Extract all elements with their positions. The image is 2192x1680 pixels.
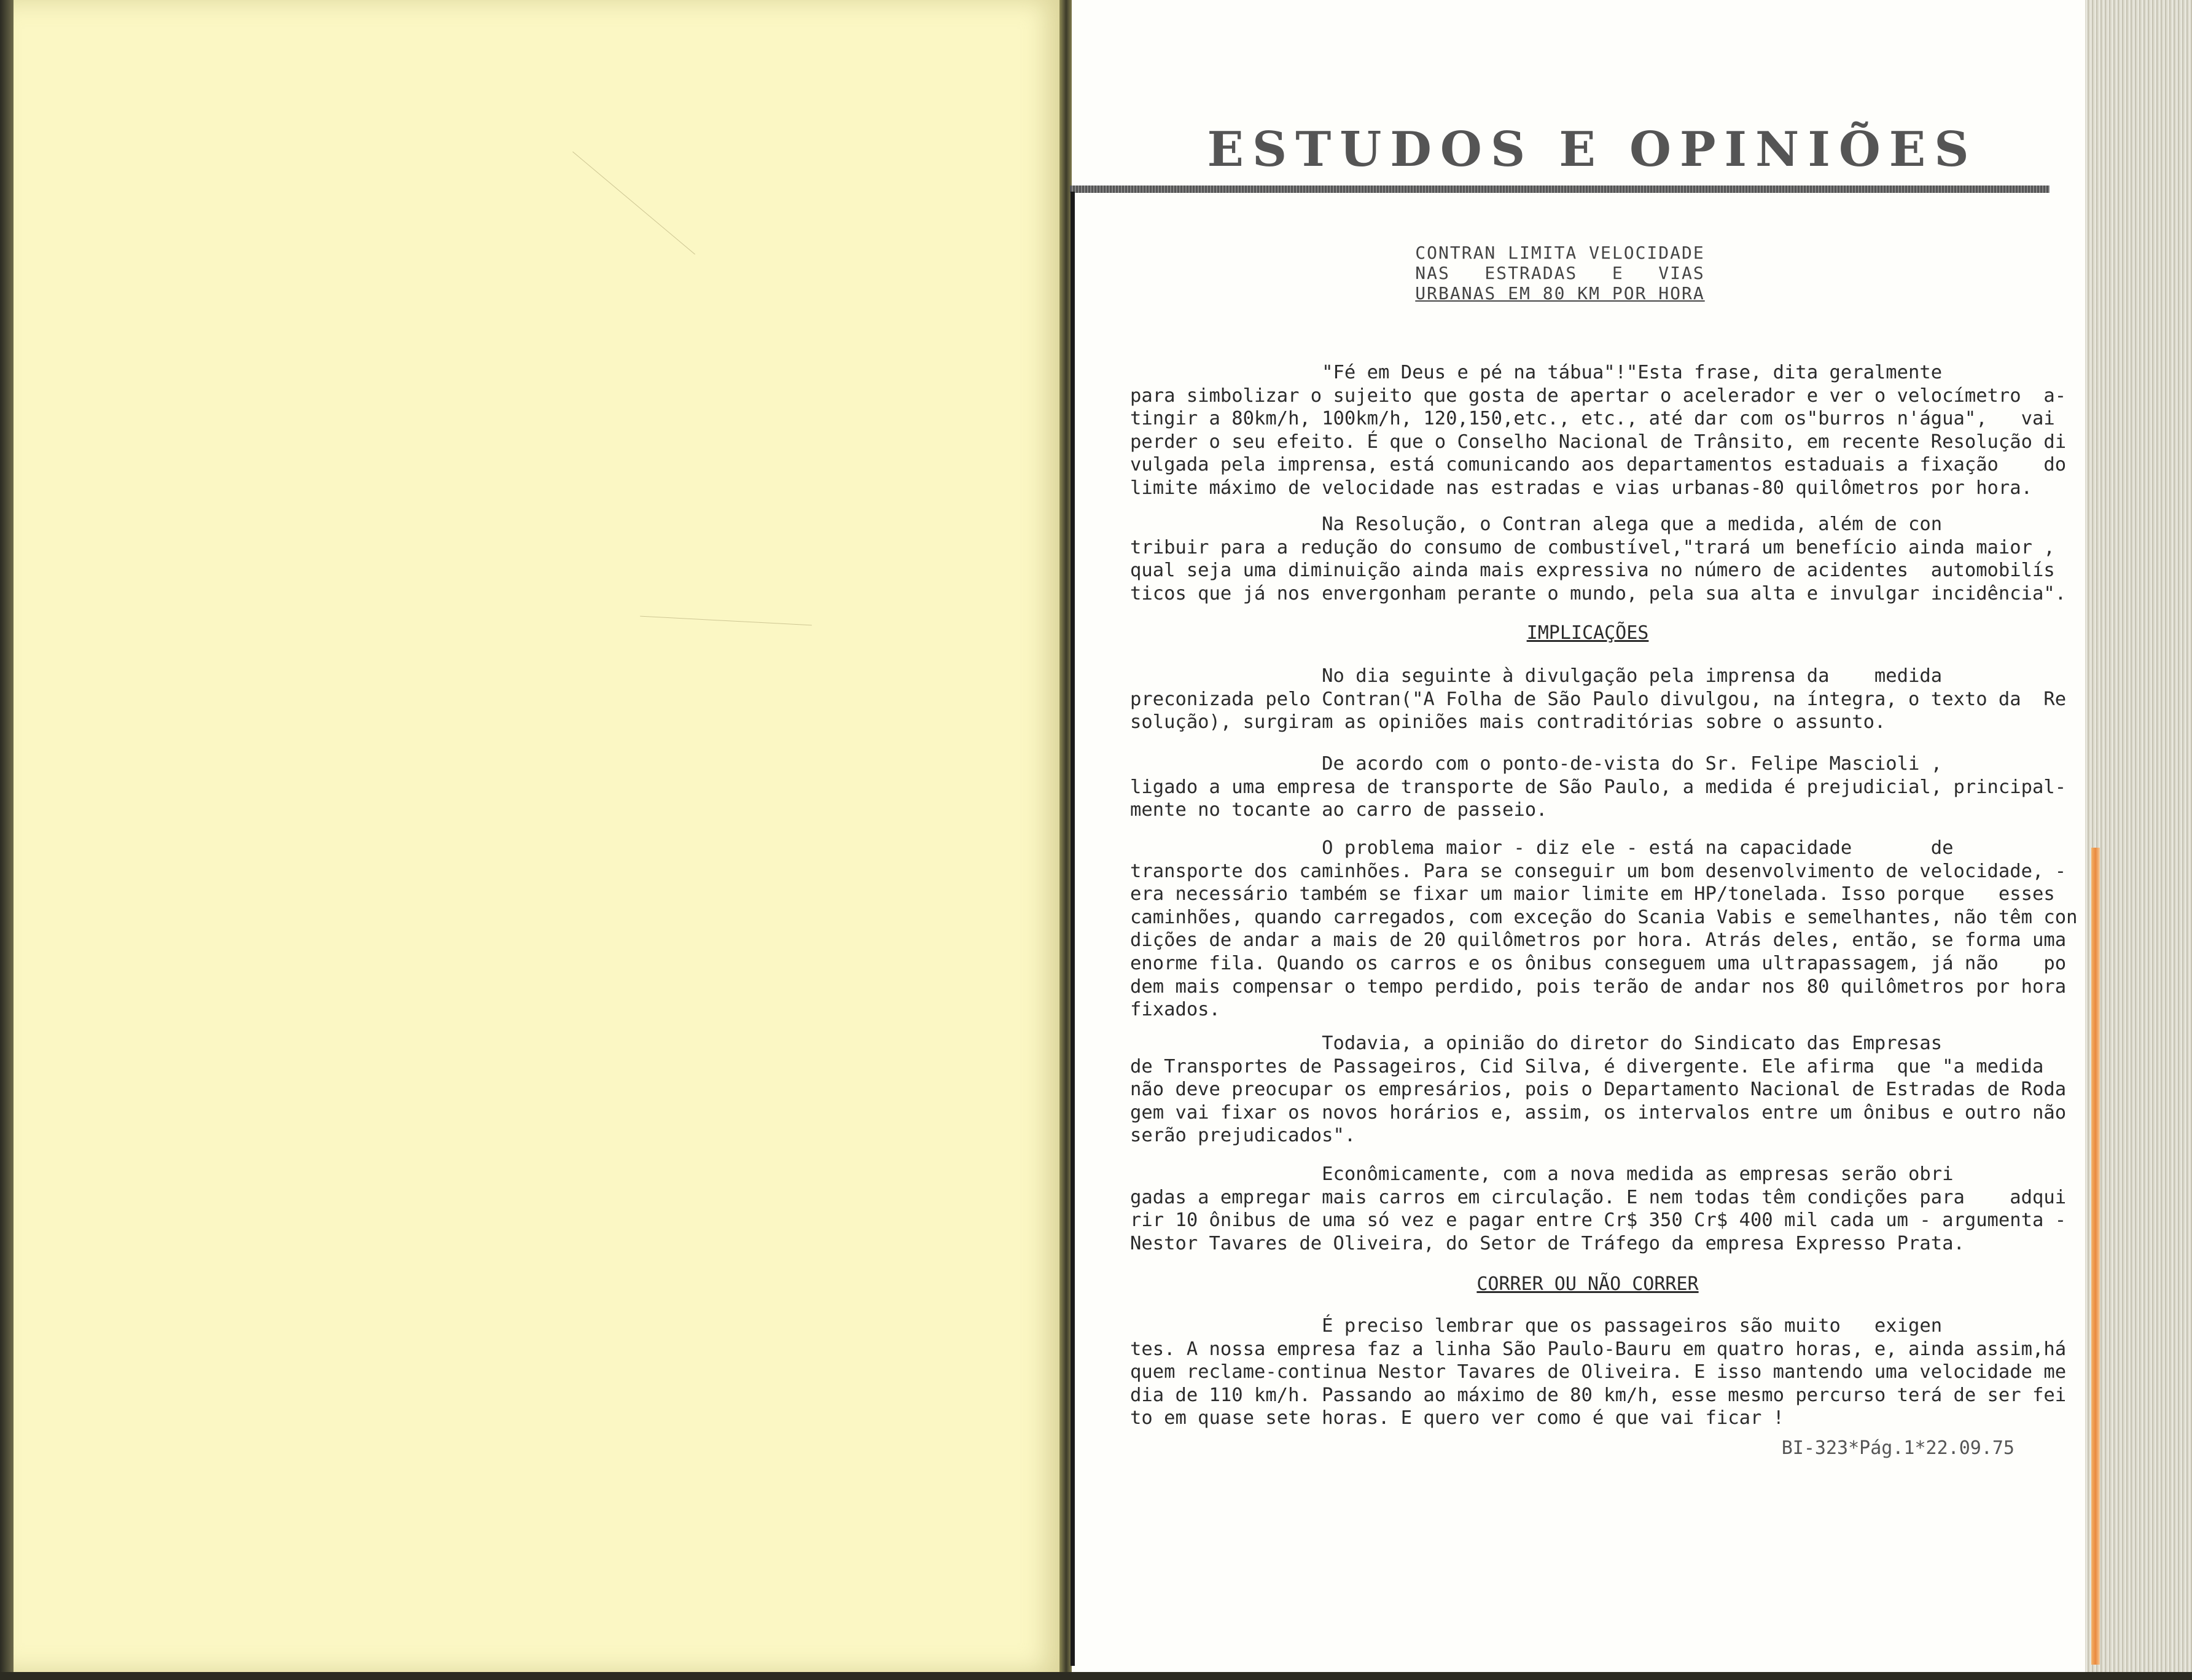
paragraph-8 bbox=[1130, 1315, 2067, 1430]
text-line: era necessário também se fixar um maior limite em HP/tonelada. Isso porque esses bbox=[1130, 883, 2055, 905]
text-line: não deve preocupar os empresários, pois o Departamento Nacional de Estradas de Roda bbox=[1130, 1079, 2067, 1101]
text-line: qual seja uma diminuição ainda mais expressiva no número de acidentes automobilís bbox=[1130, 560, 2055, 582]
colored-page-edge bbox=[2091, 848, 2100, 1665]
header-rule bbox=[1070, 186, 2050, 193]
paragraph-2 bbox=[1130, 513, 2067, 605]
text-line: dia de 110 km/h. Passando ao máximo de 80 km/h, esse mesmo percurso terá de ser fei bbox=[1130, 1384, 2067, 1406]
text-line: tingir a 80km/h, 100km/h, 120,150,etc., etc., até dar com os"burros n'água", vai bbox=[1130, 408, 2055, 430]
text-line: enorme fila. Quando os carros e os ônibus conseguem uma ultrapassagem, já não po bbox=[1130, 952, 2067, 974]
text-line: solução), surgiram as opiniões mais contraditórias sobre o assunto. bbox=[1130, 711, 1886, 733]
page-reference: BI-323*Pág.1*22.09.75 bbox=[1781, 1437, 2015, 1459]
column-rule bbox=[1071, 192, 1075, 1666]
text-line: fixados. bbox=[1130, 999, 1220, 1021]
paragraph-4 bbox=[1130, 752, 2067, 822]
text-line: No dia seguinte à divulgação pela imprensa da medida bbox=[1130, 665, 1943, 687]
subhead-implicacoes: IMPLICAÇÕES bbox=[1526, 622, 1649, 644]
text-line: dem mais compensar o tempo perdido, pois terão de andar nos 80 quilômetros por hora bbox=[1130, 975, 2067, 998]
text-line: vulgada pela imprensa, está comunicando aos departamentos estaduais a fixação do bbox=[1130, 454, 2067, 476]
text-line: Econômicamente, com a nova medida as empresas serão obri bbox=[1130, 1163, 1954, 1185]
text-line: mente no tocante ao carro de passeio. bbox=[1130, 799, 1548, 821]
text-line: De acordo com o ponto-de-vista do Sr. Felipe Mascioli , bbox=[1130, 753, 1943, 775]
paragraph-6 bbox=[1130, 1032, 2067, 1147]
paragraph-7 bbox=[1130, 1163, 2067, 1255]
text-line: gadas a empregar mais carros em circulação. E nem todas têm condições para adqui bbox=[1130, 1186, 2067, 1208]
text-line: "Fé em Deus e pé na tábua"!"Esta frase, dita geralmente bbox=[1130, 362, 1943, 383]
text-line: rir 10 ônibus de uma só vez e pagar entre Cr$ 350 Cr$ 400 mil cada um - argumenta - bbox=[1130, 1209, 2067, 1232]
text-line: Nestor Tavares de Oliveira, do Setor de Tráfego da empresa Expresso Prata. bbox=[1130, 1232, 1965, 1254]
text-line: Todavia, a opinião do diretor do Sindicato das Empresas bbox=[1130, 1033, 1943, 1054]
text-line: perder o seu efeito. É que o Conselho Nacional de Trânsito, em recente Resolução di bbox=[1130, 431, 2067, 453]
text-line: transporte dos caminhões. Para se conseguir um bom desenvolvimento de velocidade, - bbox=[1130, 860, 2067, 882]
section-title: ESTUDOS E OPINIÕES bbox=[1207, 122, 1978, 178]
text-line: limite máximo de velocidade nas estradas e vias urbanas-80 quilômetros por hora. bbox=[1130, 477, 2033, 499]
text-line: É preciso lembrar que os passageiros são muito exigen bbox=[1130, 1315, 1943, 1337]
subhead-correr: CORRER OU NÃO CORRER bbox=[1476, 1273, 1699, 1295]
page-edges bbox=[2085, 0, 2192, 1680]
text-line: quem reclame-continua Nestor Tavares de Oliveira. E isso mantendo uma velocidade me bbox=[1130, 1361, 2067, 1383]
text-line: gem vai fixar os novos horários e, assim, os intervalos entre um ônibus e outro não bbox=[1130, 1101, 2067, 1123]
text-line: O problema maior - diz ele - está na capacidade de bbox=[1130, 837, 1954, 859]
text-line: tribuir para a redução do consumo de combustível,"trará um benefício ainda maior , bbox=[1130, 536, 2055, 558]
text-line: de Transportes de Passageiros, Cid Silva, é divergente. Ele afirma que "a medida bbox=[1130, 1055, 2044, 1077]
text-line: to em quase sete horas. E quero ver como é que vai ficar ! bbox=[1130, 1407, 1785, 1429]
article-headline bbox=[1351, 243, 1769, 303]
left-blank-page bbox=[14, 0, 1065, 1672]
text-line: preconizada pelo Contran("A Folha de São Paulo divulgou, na íntegra, o texto da Re bbox=[1130, 688, 2067, 710]
page-crease-mark bbox=[572, 152, 695, 255]
text-line: Na Resolução, o Contran alega que a medida, além de con bbox=[1130, 514, 1943, 535]
text-line: tes. A nossa empresa faz a linha São Paulo-Bauru em quatro horas, e, ainda assim,há bbox=[1130, 1338, 2067, 1360]
text-line: para simbolizar o sujeito que gosta de apertar o acelerador e ver o velocímetro a- bbox=[1130, 385, 2067, 407]
text-line: ligado a uma empresa de transporte de São Paulo, a medida é prejudicial, principal- bbox=[1130, 776, 2067, 798]
text-line: ticos que já nos envergonham perante o mundo, pela sua alta e invulgar incidência". bbox=[1130, 582, 2067, 604]
paragraph-5 bbox=[1130, 837, 2078, 1022]
text-line: serão prejudicados". bbox=[1130, 1125, 1356, 1147]
page-crease-mark bbox=[640, 616, 812, 626]
paragraph-1 bbox=[1130, 361, 2067, 500]
headline-line: URBANAS EM 80 KM POR HORA bbox=[1415, 283, 1705, 303]
text-line: caminhões, quando carregados, com exceção do Scania Vabis e semelhantes, não têm con bbox=[1130, 906, 2078, 928]
bottom-edge bbox=[0, 1672, 2192, 1680]
text-line: dições de andar a mais de 20 quilômetros por hora. Atrás deles, então, se forma uma bbox=[1130, 929, 2067, 951]
paragraph-3 bbox=[1130, 665, 2067, 734]
book-spine-edge bbox=[0, 0, 14, 1680]
headline-line: CONTRAN LIMITA VELOCIDADE bbox=[1415, 243, 1705, 263]
headline-line: NAS ESTRADAS E VIAS bbox=[1415, 263, 1705, 283]
